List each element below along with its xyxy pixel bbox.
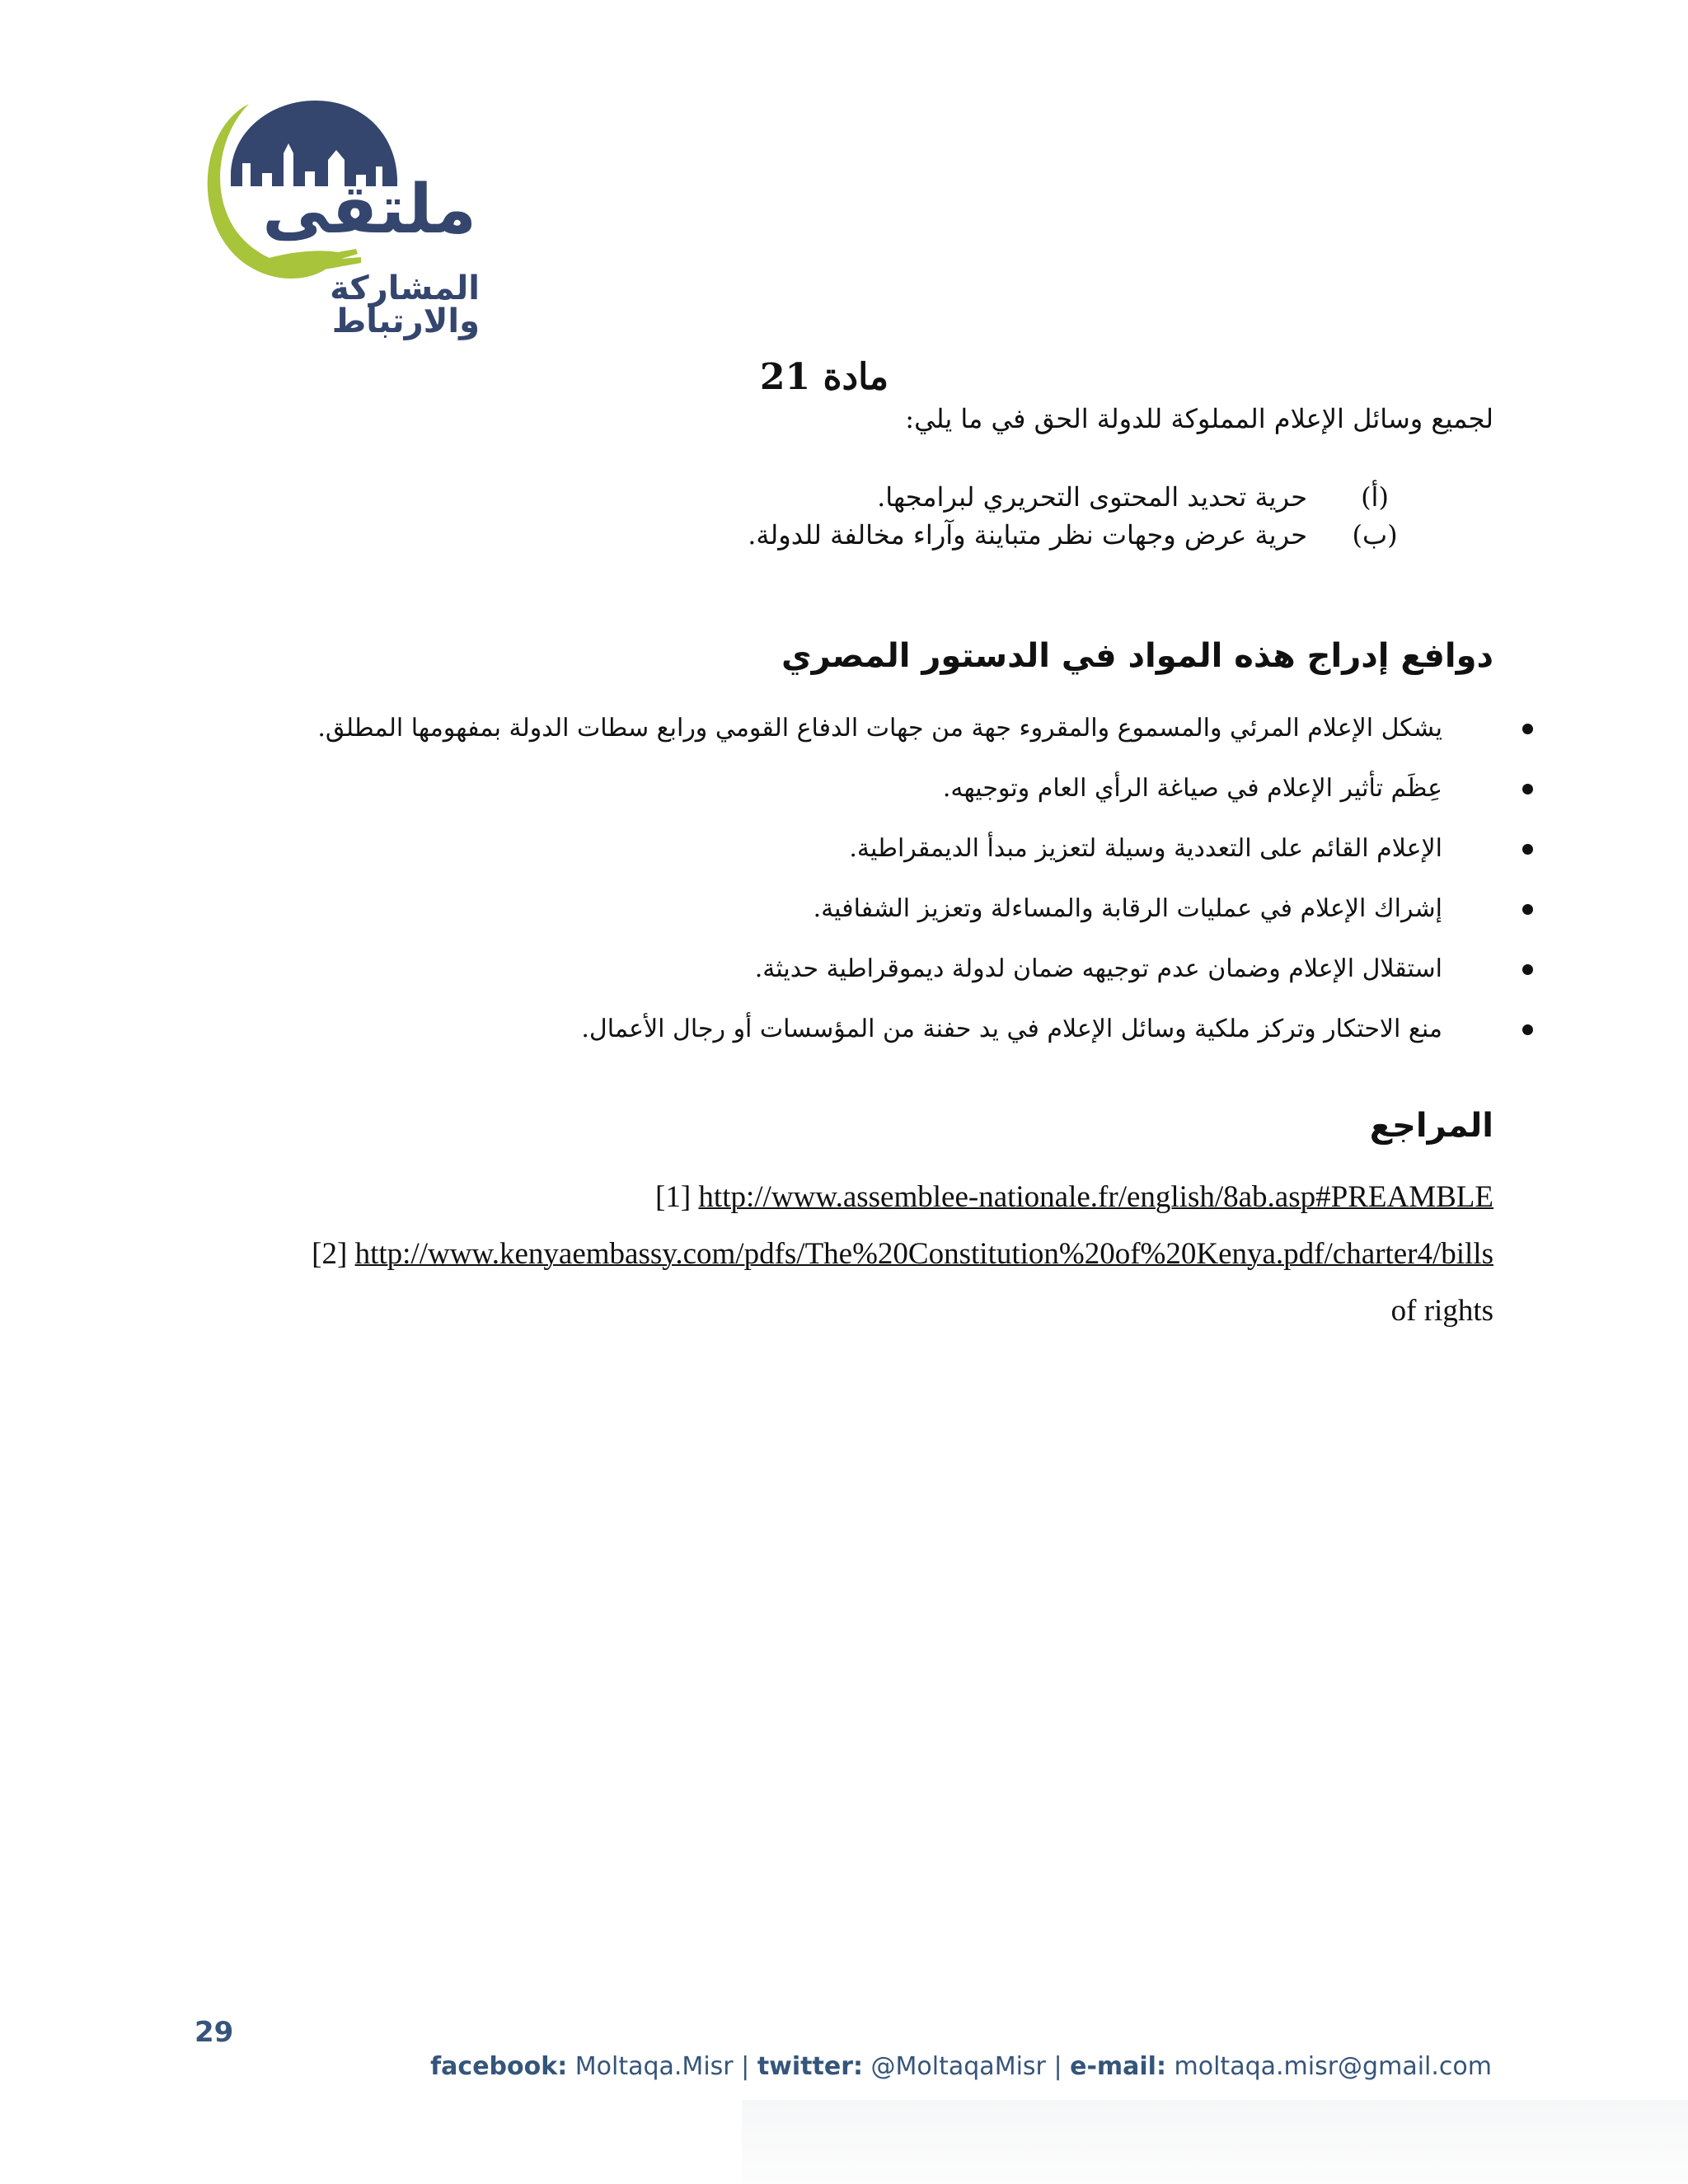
reference-item <box>10 1234 1493 1275</box>
list-item-text: استقلال الإعلام وضمان عدم توجيهه ضمان لدولة ديموقراطية حديثة. <box>754 954 1442 983</box>
reference-number: [2] <box>312 1237 348 1271</box>
list-item <box>92 1011 1493 1071</box>
logo-tagline: المشاركة والارتباط <box>330 269 480 340</box>
logo <box>191 96 488 340</box>
list-item <box>92 831 1493 891</box>
page-number: 29 <box>195 2016 234 2049</box>
reference-continuation: of rights <box>1390 1294 1493 1328</box>
footer-panel <box>742 2100 1688 2184</box>
bullet-icon <box>1522 844 1533 855</box>
logo-name: ملتقى <box>262 171 476 249</box>
reference-link[interactable]: http://www.assemblee-nationale.fr/english/8ab.asp#PREAMBLE <box>698 1180 1493 1214</box>
item-letter: (أ) <box>1361 481 1389 513</box>
email-value[interactable]: moltaqa.misr@gmail.com <box>1174 2052 1492 2081</box>
facebook-label: facebook: <box>430 2052 568 2081</box>
email-label: e-mail: <box>1070 2052 1166 2081</box>
bullet-icon <box>1522 1024 1533 1035</box>
section-heading-motives: دوافع إدراج هذه المواد في الدستور المصري <box>781 637 1493 675</box>
list-item <box>92 771 1493 831</box>
item-text: حرية تحديد المحتوى التحريري لبرامجها. <box>877 481 1307 513</box>
footer-contacts <box>430 2052 1492 2081</box>
reference-link[interactable]: http://www.kenyaembassy.com/pdfs/The%20Constitution%20of%20Kenya.pdf/charter4/bills <box>354 1237 1493 1271</box>
bullet-icon <box>1522 724 1533 734</box>
list-item-text: منع الاحتكار وتركز ملكية وسائل الإعلام في يد حفنة من المؤسسات أو رجال الأعمال. <box>581 1015 1442 1043</box>
bullet-icon <box>1522 964 1533 975</box>
list-item-text: الإعلام القائم على التعددية وسيلة لتعزيز مبدأ الديمقراطية. <box>849 834 1442 863</box>
footer-separator: | <box>741 2052 750 2081</box>
reference-item <box>10 1177 1493 1218</box>
article-title: مادة 21 <box>759 356 889 398</box>
list-item <box>92 710 1493 771</box>
bullet-icon <box>1522 784 1533 794</box>
bullet-icon <box>1522 904 1533 915</box>
twitter-label: twitter: <box>757 2052 863 2081</box>
motives-list <box>92 710 1493 1071</box>
list-item-text: إشراك الإعلام في عمليات الرقابة والمساءلة وتعزيز الشفافية. <box>813 894 1442 923</box>
list-item-text: يشكل الإعلام المرئي والمسموع والمقروء جهة من جهات الدفاع القومي ورابع سطات الدولة بمفهومها المطلق. <box>317 714 1442 743</box>
hand-shape <box>265 249 361 270</box>
list-item <box>92 891 1493 951</box>
item-letter: (ب) <box>1352 519 1398 551</box>
section-heading-references: المراجع <box>1369 1107 1493 1145</box>
twitter-value[interactable]: @MoltaqaMisr <box>870 2052 1046 2081</box>
reference-number: [1] <box>655 1180 692 1214</box>
footer-separator: | <box>1053 2052 1062 2081</box>
article-intro: لجميع وسائل الإعلام المملوكة للدولة الحق في ما يلي: <box>905 403 1493 434</box>
list-item <box>92 951 1493 1011</box>
item-text: حرية عرض وجهات نظر متباينة وآراء مخالفة للدولة. <box>748 519 1307 551</box>
list-item-text: عِظَم تأثير الإعلام في صياغة الرأي العام وتوجيهه. <box>942 774 1442 803</box>
facebook-value[interactable]: Moltaqa.Misr <box>574 2052 734 2081</box>
